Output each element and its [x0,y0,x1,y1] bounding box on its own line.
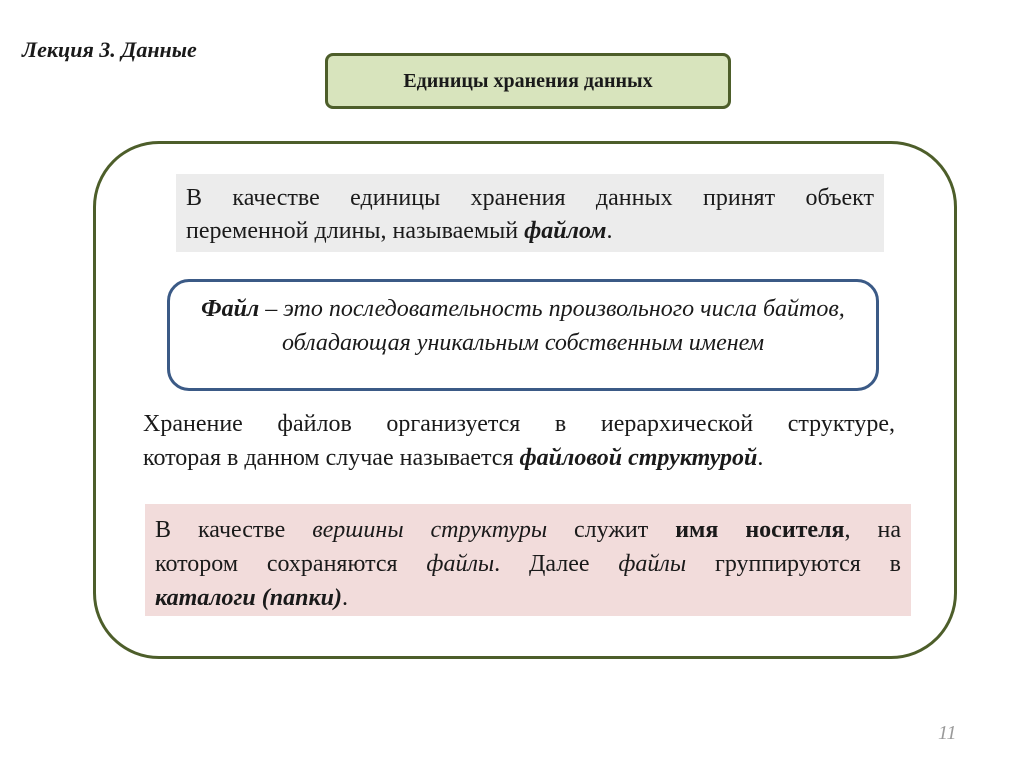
slide-title-text: Единицы хранения данных [403,69,653,92]
structure-l2-b: . Далее [494,551,619,577]
structure-end: . [341,585,348,611]
page-number: 11 [938,722,957,744]
hierarchy-paragraph [143,407,895,475]
lecture-label: Лекция 3. Данные [22,37,197,62]
structure-vertex-term: вершины структуры [312,517,548,543]
definition-term: Файл [201,296,260,322]
hierarchy-end: . [757,445,764,471]
hierarchy-line-1: Хранение файлов организуется в иерархической структуре, [143,411,895,437]
structure-root-paragraph [145,504,911,616]
catalogs-term: каталоги (папки) [155,585,342,611]
structure-l1-b: служит [547,517,676,543]
structure-l2-a: котором сохраняются [155,551,427,577]
hierarchy-line-2: которая в данном случае называется [143,445,520,471]
media-name-term: имя носителя [675,517,845,543]
storage-unit-line-2: переменной длины, называемый [186,218,525,244]
storage-unit-paragraph [176,174,884,252]
files-term-2: файлы [618,551,687,577]
structure-l1-a: В качестве [155,517,313,543]
structure-l1-c: , на [844,517,901,543]
file-term: файлом [524,218,607,244]
files-term-1: файлы [426,551,495,577]
storage-unit-end: . [606,218,613,244]
structure-line-2 [155,547,901,581]
file-structure-term: файловой структурой [519,445,758,471]
storage-unit-line-1: В качестве единицы хранения данных принят объект [186,185,874,211]
definition-text: – это последовательность произвольного числа байтов, обладающая уникальным собственным именем [259,296,845,356]
slide-title [325,53,731,109]
structure-line-1 [155,513,901,547]
structure-l2-c: группируются в [686,551,902,577]
file-definition-box [167,279,879,391]
